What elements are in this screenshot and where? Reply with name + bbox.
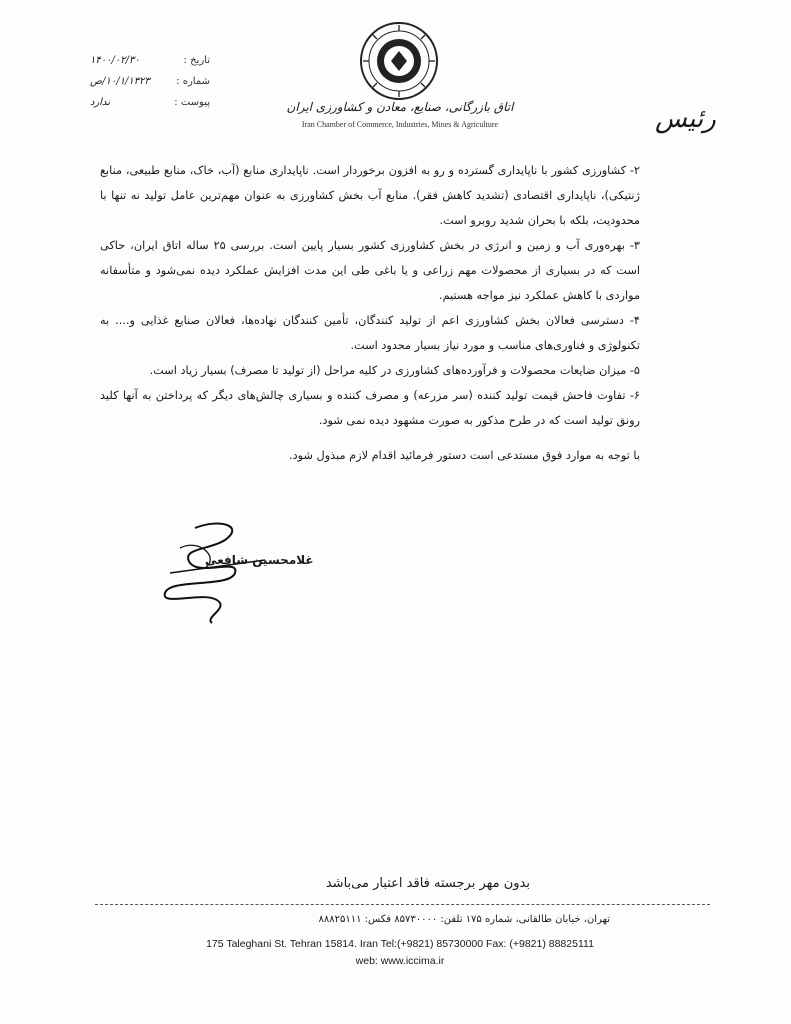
number-value: ۱۰/۱/۱۳۲۳/ص [90,76,150,87]
paragraph-5: ۵- میزان ضایعات محصولات و فرآورده‌های کشاورزی در کلیه مراحل (از تولید تا مصرف) بسیار زیاد است. [149,364,640,377]
footer-divider [95,904,710,905]
paragraph-3: ۳- بهره‌وری آب و زمین و انرژی در بخش کشاورزی کشور بسیار پایین است. بررسی ۲۵ ساله اتاق ایران، حاکی است که در بسیاری از محصولات مهم زراعی و یا باغی طی این مدت افزایش عملکرد دیده نمی‌شود و متأسفانه مواردی با کاهش عملکرد نیز مواجه هستیم. [100,239,640,302]
letter-title: رئیس [655,104,716,134]
website: web: www.iccima.ir [355,955,445,967]
stamp-validity-note: بدون مهر برجسته فاقد اعتبار می‌باشد [325,876,530,891]
org-name-fa: اتاق بازرگانی، صنایع، معادن و کشاورزی ایران [286,100,514,114]
closing-sentence: با توجه به موارد فوق مستدعی است دستور فرمائید اقدام لازم مبذول شود. [288,449,640,462]
attachment-value: ندارد [90,97,111,108]
chamber-seal-icon [358,20,440,102]
letter-body [100,158,640,468]
handwritten-signature [150,518,280,628]
paragraph-2: ۲- کشاورزی کشور با ناپایداری گسترده و رو به افزون برخوردار است. ناپایداری منابع (آب، خاک، منابع طبیعی، منابع ژنتیکی)، ناپایداری اقتصادی (تشدید کاهش فقر). منابع آب بخش کشاورزی به عنوان مهم‌ترین عامل تولید نه تنها با محدودیت، بلکه با بحران شدید روبرو است. [100,164,640,227]
signer-name: غلامحسین شافعی [205,553,314,567]
number-label: شماره : [176,76,210,87]
date-label: تاریخ : [183,55,210,66]
org-name-en: Iran Chamber of Commerce, Industries, Mines & Agriculture [301,120,499,129]
date-value: ۱۴۰۰/۰۲/۳۰ [90,55,140,66]
date-row [90,50,210,71]
paragraph-6: ۶- تفاوت فاحش قیمت تولید کننده (سر مزرعه) و مصرف کننده و بسیاری چالش‌های دیگر که پرداختن به آنها کلید رونق تولید است که در طرح مذکور به صورت مشهود دیده نمی شود. [100,389,640,427]
attachment-row [90,92,210,113]
letter-meta [90,50,210,113]
number-row [90,71,210,92]
address-fa: تهران، خیابان طالقانی، شماره ۱۷۵ تلفن: ۸۵۷۳۰۰۰۰ فکس: ۸۸۸۲۵۱۱۱ [318,914,610,925]
attachment-label: پیوست : [174,97,210,108]
address-en: 175 Taleghani St. Tehran 15814. Iran Tel:(+9821) 85730000 Fax: (+9821) 88825111 [206,938,594,950]
paragraph-4: ۴- دسترسی فعالان بخش کشاورزی اعم از تولید کنندگان، تأمین کنندگان نهاده‌ها، فعالان صنایع غذایی و.... به تکنولوژی و فناوری‌های مناسب و مورد نیاز بسیار محدود است. [100,314,640,352]
